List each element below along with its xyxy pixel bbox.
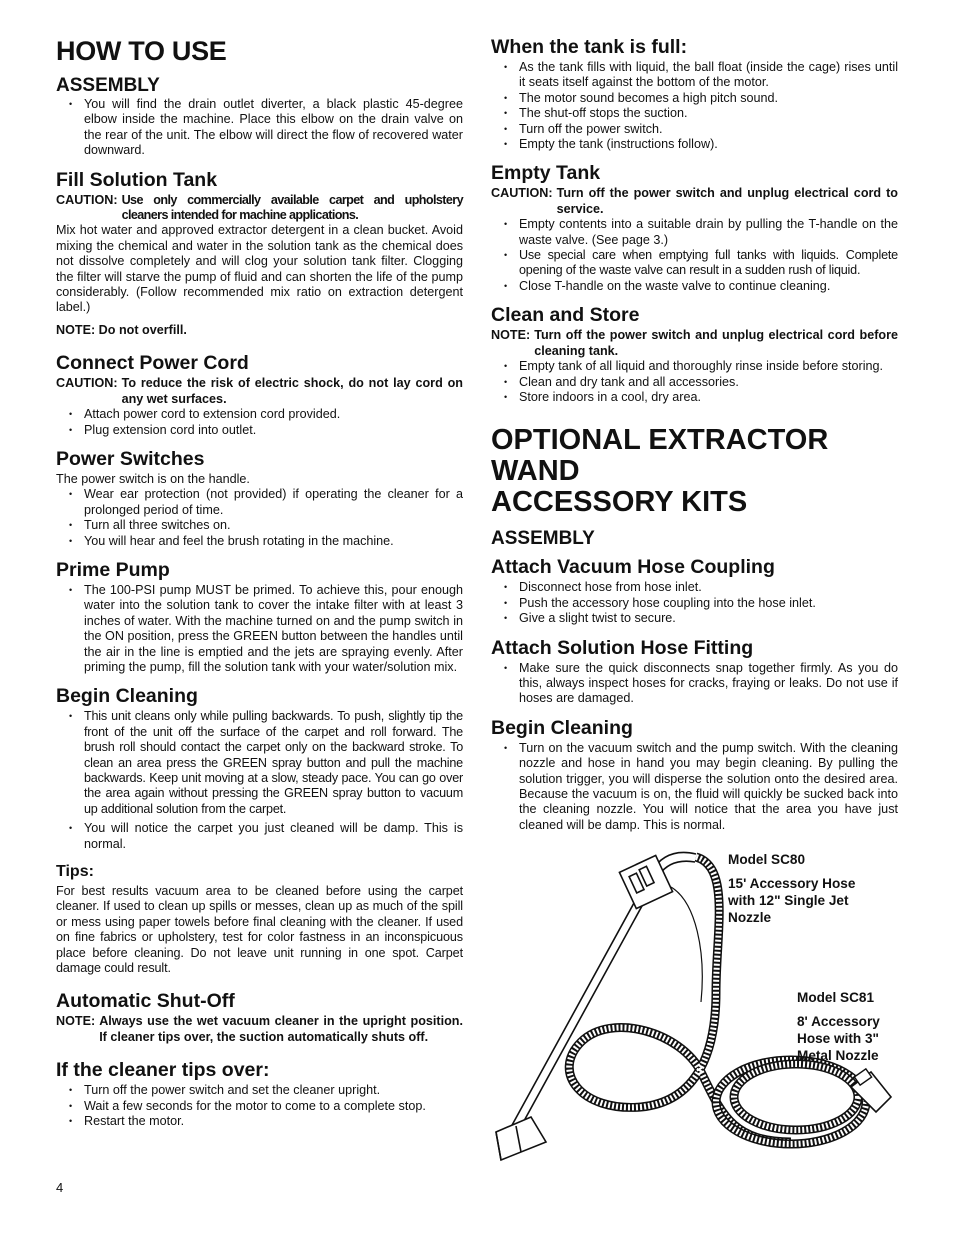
page-number: 4 xyxy=(56,1180,64,1195)
fill-body: Mix hot water and approved extractor detergent in a clean bucket. Avoid mixing the chemical and water in the solution tank as the chemical does not dissolve completely and will clog your solution tank filter. Clogging the filter will starve the pump of fluid and can shorten the life of the pump considerably. (Follow recommended mix ratio on extraction detergent label.) xyxy=(56,223,463,315)
power-switches-heading: Power Switches xyxy=(56,447,205,470)
list-item: • Clean and dry tank and all accessories. xyxy=(504,375,898,390)
sc80-description-line: 15' Accessory Hose xyxy=(728,876,856,891)
switches-intro: The power switch is on the handle. xyxy=(56,471,250,486)
power-cord-list xyxy=(69,407,463,438)
assembly-heading: ASSEMBLY xyxy=(56,75,160,96)
prime-pump-heading: Prime Pump xyxy=(56,558,170,581)
list-item: • The shut-off stops the suction. xyxy=(504,106,898,121)
empty-tank-heading: Empty Tank xyxy=(491,162,601,185)
list-item: • This unit cleans only while pulling backwards. To push, slightly tip the front of the unit off the surface of the carpet and roll forward. The brush roll should contact the carpet only on the backward stroke. To clean an area press the GREEN spray button and pull the machine backwards. Keep unit moving at a slow, steady pace. You can go over the area again without pressing the GREEN spray button to vacuum up additional solution from the carpet. xyxy=(69,709,463,817)
list-item: • Restart the motor. xyxy=(69,1114,463,1129)
fitting-list xyxy=(504,661,898,707)
caution-text: Turn off the power switch and unplug electrical cord to service. xyxy=(556,186,898,216)
sc80-description xyxy=(728,875,855,926)
list-item: • Turn off the power switch and set the cleaner upright. xyxy=(69,1083,463,1098)
coupling-list xyxy=(504,580,898,626)
sc80-model-label: Model SC80 xyxy=(728,852,806,867)
switches-list xyxy=(69,487,463,549)
list-item: • Store indoors in a cool, dry area. xyxy=(504,390,898,405)
list-item: • The motor sound becomes a high pitch sound. xyxy=(504,91,898,106)
empty-list xyxy=(504,217,898,294)
list-item: • Make sure the quick disconnects snap together firmly. As you do this, always inspect hoses for cracks, fraying or leaks. Do not use if hoses are damaged. xyxy=(504,661,898,707)
list-item: • You will hear and feel the brush rotating in the machine. xyxy=(69,534,463,549)
list-item: • Push the accessory hose coupling into the hose inlet. xyxy=(504,596,898,611)
note-text: Turn off the power switch and unplug electrical cord before cleaning tank. xyxy=(534,328,898,358)
store-note xyxy=(491,328,898,359)
page-title: HOW TO USE xyxy=(56,36,227,66)
caution-label: CAUTION: xyxy=(56,376,118,391)
list-item: • Empty contents into a suitable drain by pulling the T-handle on the waste valve. (See page 3.) xyxy=(504,217,898,248)
sc81-description-line: Hose with 3" xyxy=(797,1031,879,1046)
caution-text: Use only commercially available carpet and upholstery cleaners intended for machine applications. xyxy=(121,192,463,223)
power-cord-caution xyxy=(56,376,463,407)
sc80-description-line: Nozzle xyxy=(728,910,772,925)
clean-store-heading: Clean and Store xyxy=(491,304,640,327)
sc81-description xyxy=(797,1013,880,1064)
power-cord-heading: Connect Power Cord xyxy=(56,352,249,375)
list-item: • As the tank fills with liquid, the ball float (inside the cage) rises until it seats itself against the bottom of the motor. xyxy=(504,60,898,91)
list-item: • Plug extension cord into outlet. xyxy=(69,423,463,438)
list-item: • Close T-handle on the waste valve to continue cleaning. xyxy=(504,279,898,294)
right-column xyxy=(491,36,898,833)
kits-title-line-1: OPTIONAL EXTRACTOR WAND xyxy=(491,424,829,488)
list-item: • Empty tank of all liquid and thoroughly rinse inside before storing. xyxy=(504,359,898,374)
list-item: • Wait a few seconds for the motor to come to a complete stop. xyxy=(69,1099,463,1114)
note-text: Always use the wet vacuum cleaner in the upright position. If cleaner tips over, the suction automatically shuts off. xyxy=(99,1014,463,1044)
caution-text: To reduce the risk of electric shock, do not lay cord on any wet surfaces. xyxy=(121,376,463,406)
begin-cleaning-heading: Begin Cleaning xyxy=(56,685,198,708)
tips-over-heading: If the cleaner tips over: xyxy=(56,1059,270,1082)
list-item: • Give a slight twist to secure. xyxy=(504,611,898,626)
note-label: NOTE: xyxy=(491,328,531,343)
prime-list xyxy=(69,583,463,675)
shutoff-note xyxy=(56,1014,463,1045)
tank-full-heading: When the tank is full: xyxy=(491,36,688,58)
list-item: • Use special care when emptying full tanks with liquids. Complete opening of the waste valve can result in a sudden rush of liquid. xyxy=(504,248,898,279)
note-label: NOTE: xyxy=(56,1014,96,1029)
list-item: • Empty the tank (instructions follow). xyxy=(504,137,898,152)
sc80-description-line: with 12" Single Jet xyxy=(728,893,849,908)
list-item: • The 100-PSI pump MUST be primed. To achieve this, pour enough water into the solution tank to cover the intake filter with at least 3 inches of water. With the machine turned on and the pump switch in the ON position, press the GREEN button between the handles until the air in the line is emptied and the jets are spraying evenly. After priming the pump, fill the solution tank with your water/solution mix. xyxy=(69,583,463,675)
list-item: • Turn all three switches on. xyxy=(69,518,463,533)
begin-cleaning-2-heading: Begin Cleaning xyxy=(491,716,633,739)
list-item: • Turn off the power switch. xyxy=(504,122,898,137)
empty-caution xyxy=(491,186,898,217)
coupling-heading: Attach Vacuum Hose Coupling xyxy=(491,556,775,579)
shutoff-heading: Automatic Shut-Off xyxy=(56,990,235,1013)
fill-solution-heading: Fill Solution Tank xyxy=(56,168,218,191)
begin-list xyxy=(69,709,463,852)
list-item: • Attach power cord to extension cord provided. xyxy=(69,407,463,422)
left-column xyxy=(56,36,463,1130)
kits-assembly-heading: ASSEMBLY xyxy=(491,528,595,550)
tips-over-list xyxy=(69,1083,463,1129)
list-item: • Disconnect hose from hose inlet. xyxy=(504,580,898,595)
kits-title-line-2: ACCESSORY KITS xyxy=(491,486,748,519)
list-item: • You will find the drain outlet diverter, a black plastic 45-degree elbow inside the machine. Place this elbow on the drain valve on the rear of the unit. The elbow will direct the flow of recovered water downward. xyxy=(69,97,463,159)
assembly-list xyxy=(69,97,463,159)
sc81-description-line: 8' Accessory xyxy=(797,1014,880,1029)
caution-label: CAUTION: xyxy=(56,192,118,207)
fitting-heading: Attach Solution Hose Fitting xyxy=(491,636,754,659)
sc81-model-label: Model SC81 xyxy=(797,990,875,1005)
caution-label: CAUTION: xyxy=(491,186,553,201)
tank-full-list xyxy=(504,60,898,152)
tips-body: For best results vacuum area to be cleaned before using the carpet cleaner. If used to clean up spills or messes, clean up as much of the spill or mess using paper towels before final cleaning with the cleaner. If used on fine fabrics or upholstery, test for color fastness in an inconspicuous place before cleaning. Do not leave unit running in one spot. Carpet damage could result. xyxy=(56,884,463,976)
list-item: • Turn on the vacuum switch and the pump switch. With the cleaning nozzle and hose in hand you may begin cleaning. By pulling the solution trigger, you will disperse the solution onto the desired area. Because the vacuum is on, the fluid will quickly be sucked back into the cleaning nozzle. You will notice that the area you have just cleaned will be damp. This is normal. xyxy=(504,741,898,833)
begin-2-list xyxy=(504,741,898,833)
fill-caution xyxy=(56,193,463,224)
list-item: • You will notice the carpet you just cleaned will be damp. This is normal. xyxy=(69,821,463,852)
list-item: • Wear ear protection (not provided) if operating the cleaner for a prolonged period of time. xyxy=(69,487,463,518)
sc81-description-line: Metal Nozzle xyxy=(797,1048,879,1063)
kits-title xyxy=(491,425,898,518)
store-list xyxy=(504,359,898,405)
fill-note: NOTE: Do not overfill. xyxy=(56,322,187,337)
tips-heading: Tips: xyxy=(56,863,94,881)
sc81-hose-drawing xyxy=(716,1060,891,1144)
